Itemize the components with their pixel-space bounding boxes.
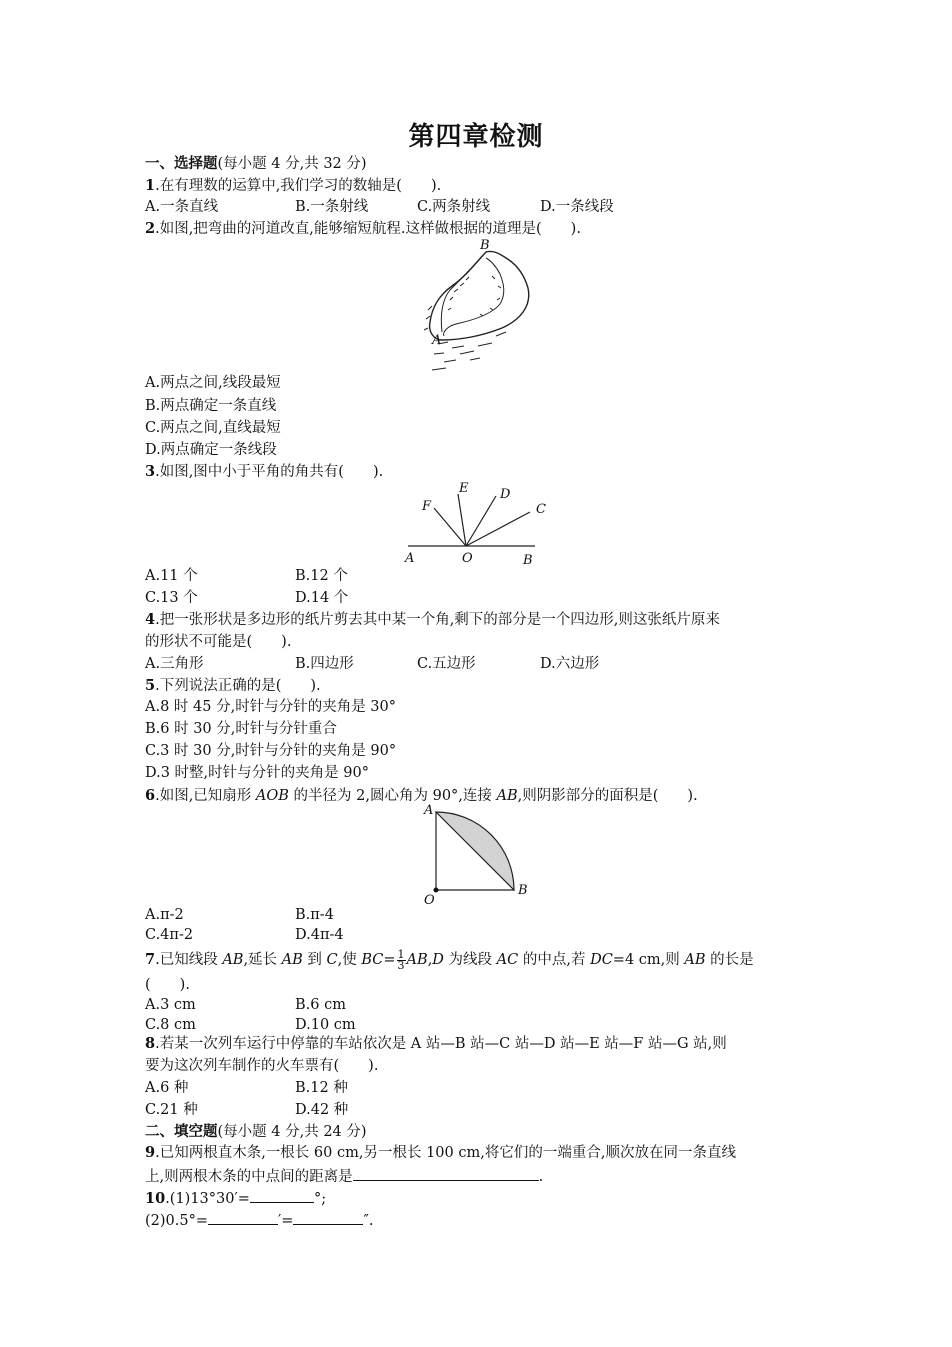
question-7-line2: ( ). [145, 977, 190, 993]
option: B.6 cm [295, 997, 346, 1013]
label-A: A [432, 333, 442, 348]
label-B: B [480, 238, 490, 253]
answer-blank[interactable] [250, 1188, 314, 1203]
option: D.10 cm [295, 1017, 356, 1033]
question-6: 6.如图,已知扇形 AOB 的半径为 2,圆心角为 90°,连接 AB,则阴影部分的面积是( ). [145, 787, 698, 804]
label-A: A [424, 803, 434, 818]
option: D.一条线段 [540, 199, 614, 215]
question-2: 2.如图,把弯曲的河道改直,能够缩短航程.这样做根据的道理是( ). [145, 220, 581, 237]
option: C.两条射线 [417, 199, 491, 215]
sector-figure [418, 802, 538, 906]
option: C.3 时 30 分,时针与分针的夹角是 90° [145, 743, 397, 759]
option: A.11 个 [145, 568, 198, 584]
option: C.两点之间,直线最短 [145, 420, 281, 436]
option: D.六边形 [540, 656, 600, 672]
option: D.42 种 [295, 1102, 349, 1118]
section-heading-choice: 一、选择题(每小题 4 分,共 32 分) [145, 155, 367, 172]
option: A.三角形 [145, 656, 204, 672]
option: A.一条直线 [145, 199, 219, 215]
angles-figure [400, 476, 550, 568]
question-4-line2: 的形状不可能是( ). [145, 634, 292, 650]
question-10: 10.(1)13°30′= °; [145, 1190, 327, 1207]
label-A: A [405, 551, 415, 566]
question-8-line2: 要为这次列车制作的火车票有( ). [145, 1058, 379, 1074]
question-1: 1.在有理数的运算中,我们学习的数轴是( ). [145, 177, 442, 194]
option: A.8 时 45 分,时针与分针的夹角是 30° [145, 699, 397, 715]
option: D.3 时整,时针与分针的夹角是 90° [145, 765, 369, 781]
question-9: 9.已知两根直木条,一根长 60 cm,另一根长 100 cm,将它们的一端重合,顺次放在同一条直线 [145, 1144, 736, 1161]
question-7: 7.已知线段 AB,延长 AB 到 C,使 BC= $\frac{1}{3}$ AB,D 为线段 AC 的中点,若 DC=4 cm,则 AB 的长是 [145, 947, 754, 972]
option: C.21 种 [145, 1102, 198, 1118]
label-O: O [424, 893, 435, 906]
fraction-one-third: $\frac{1}{3}$ [397, 947, 405, 972]
option: B.四边形 [295, 656, 354, 672]
option: B.12 种 [295, 1080, 348, 1096]
section-heading-fill: 二、填空题(每小题 4 分,共 24 分) [145, 1123, 367, 1140]
option: B.π-4 [295, 907, 334, 923]
label-B: B [523, 553, 533, 568]
question-4: 4.把一张形状是多边形的纸片剪去其中某一个角,剩下的部分是一个四边形,则这张纸片原来 [145, 611, 720, 628]
option: D.两点确定一条线段 [145, 442, 277, 458]
label-B: B [518, 883, 528, 898]
option: A.两点之间,线段最短 [145, 375, 281, 391]
question-10-part2: (2)0.5°= ′= ″. [145, 1210, 373, 1230]
option: B.一条射线 [295, 199, 369, 215]
option: B.6 时 30 分,时针与分针重合 [145, 721, 337, 737]
question-5: 5.下列说法正确的是( ). [145, 677, 321, 694]
answer-blank[interactable] [208, 1210, 278, 1225]
page-title: 第四章检测 [408, 122, 544, 152]
label-C: C [536, 502, 546, 517]
river-figure [420, 236, 540, 378]
label-O: O [462, 551, 473, 566]
question-3: 3.如图,图中小于平角的角共有( ). [145, 463, 384, 480]
label-E: E [459, 481, 469, 496]
option: D.4π-4 [295, 927, 344, 943]
label-D: D [500, 487, 511, 502]
label-F: F [422, 499, 432, 514]
option: B.12 个 [295, 568, 348, 584]
option: B.两点确定一条直线 [145, 398, 277, 414]
option: D.14 个 [295, 590, 349, 606]
answer-blank[interactable] [353, 1166, 539, 1181]
option: C.13 个 [145, 590, 198, 606]
answer-blank[interactable] [293, 1210, 363, 1225]
option: C.4π-2 [145, 927, 194, 943]
question-8: 8.若某一次列车运行中停靠的车站依次是 A 站—B 站—C 站—D 站—E 站—F 站—G 站,则 [145, 1035, 727, 1052]
option: A.3 cm [145, 997, 196, 1013]
option: A.6 种 [145, 1080, 189, 1096]
question-9-line2: 上,则两根木条的中点间的距离是 . [145, 1166, 543, 1186]
option: C.五边形 [417, 656, 476, 672]
option: A.π-2 [145, 907, 184, 923]
option: C.8 cm [145, 1017, 196, 1033]
